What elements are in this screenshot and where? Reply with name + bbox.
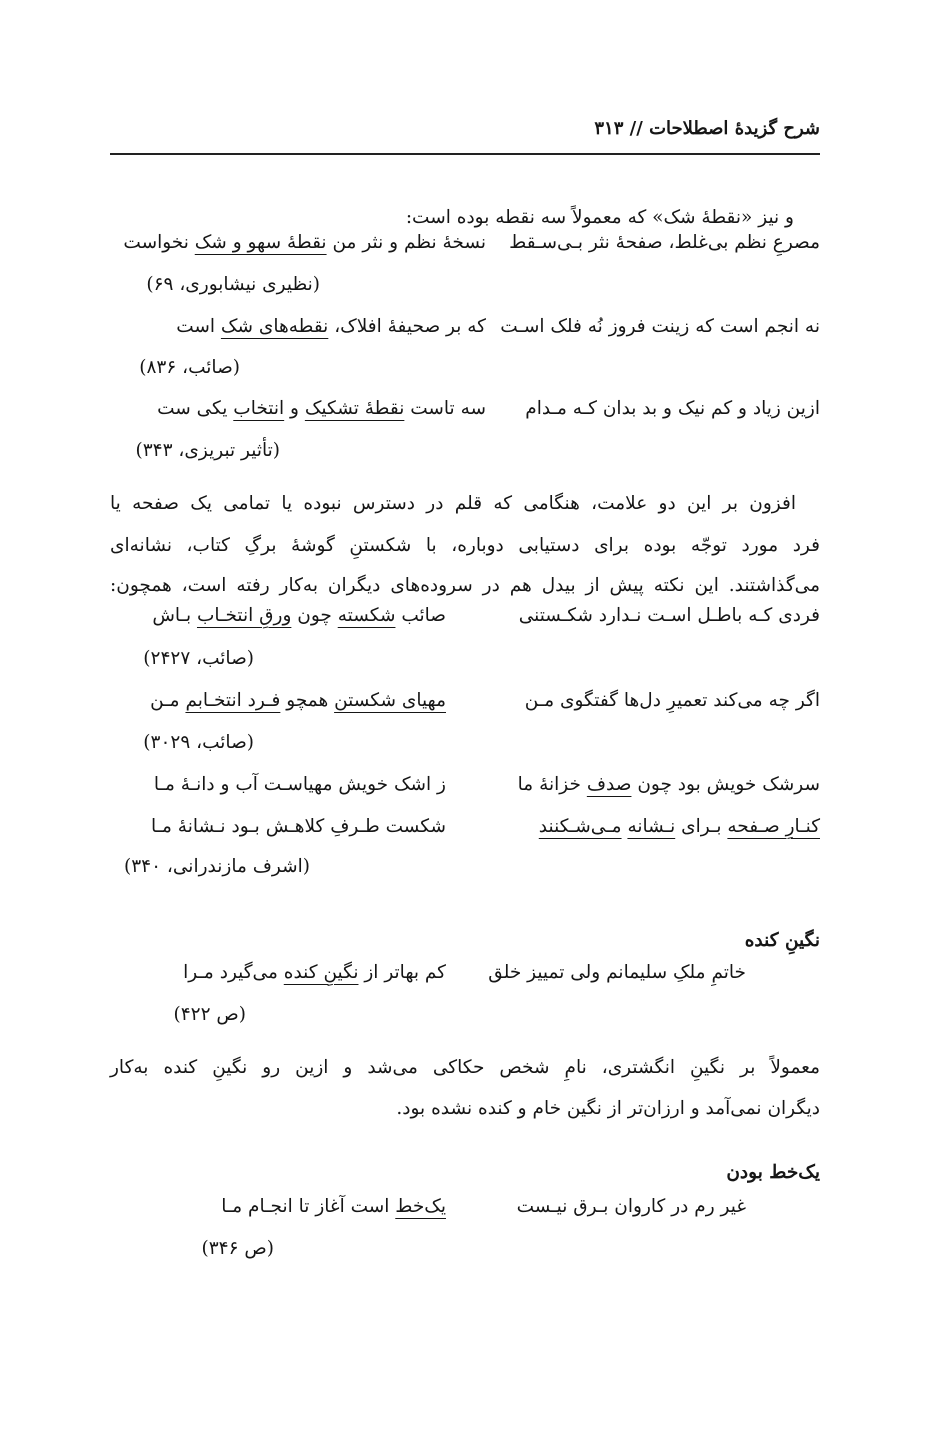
verse-6-hemistich-1: سرشک خویش بود چون صدف خزانهٔ ما	[517, 774, 820, 795]
verse-5-source: (صائب، ۳۰۲۹)	[143, 732, 254, 753]
section-heading-negin-kandeh: نگینِ کنده	[744, 930, 820, 951]
section1-source: (ص ۴۲۲)	[173, 1004, 246, 1025]
underlined-term: نقطهٔ سهو و شک	[194, 232, 327, 253]
verse-2-hemistich-1: نه انجم است که زینت فروز نُه فلک اسـت	[500, 316, 820, 337]
paragraph-line-2: فرد مورد توجّه بوده برای دستیابی دوباره، با شکستنِ گوشهٔ برگِ کتاب، نشانه‌ای	[110, 535, 820, 556]
underlined-term: انتخاب	[233, 398, 285, 419]
underlined-term: یک‌خط	[395, 1196, 446, 1217]
verse-7-hemistich-1: کنـارِ صـفحه بـرای نـشانه مـی‌شـکنند	[538, 816, 820, 837]
section2-source: (ص ۳۴۶)	[201, 1238, 274, 1259]
underlined-term: مهیای شکستن	[334, 690, 446, 711]
underlined-term: نگینِ کنده	[283, 962, 359, 983]
verse-1-hemistich-2: نسخهٔ نظم و نثر من نقطهٔ سهو و شک نخواست	[123, 232, 486, 253]
verse-4-hemistich-2: صائب شکسته چون ورقِ انتخـاب بـاش	[152, 605, 446, 626]
section1-hemistich-2: کم بهاتر از نگینِ کنده می‌گیرد مـرا	[183, 962, 446, 983]
underlined-term: نقطه‌های شک	[220, 316, 329, 337]
underlined-term: مـی‌شـکنند	[538, 816, 622, 837]
verse-3-hemistich-1: ازین زیاد و کم نیک و بد بدان کـه مـدام	[525, 398, 820, 419]
verse-3-source: (تأثیر تبریزی، ۳۴۳)	[135, 440, 280, 461]
underlined-term: نـشانه	[627, 816, 676, 837]
verse-1-source: (نظیری نیشابوری، ۶۹)	[146, 274, 320, 295]
section2-hemistich-2: یک‌خط است آغاز تا انجـام مـا	[221, 1196, 446, 1217]
intro-line: و نیز «نقطهٔ شک» که معمولاً سه نقطه بوده است:	[405, 207, 794, 228]
verse-2-hemistich-2: که بر صحیفهٔ افلاک، نقطه‌های شک است	[176, 316, 486, 337]
page-header	[110, 118, 820, 152]
verse-3-hemistich-2: سه تاست نقطهٔ تشکیک و انتخاب یکی ست	[157, 398, 486, 419]
verse-1-hemistich-1: مصرعِ نظم بی‌غلط، صفحهٔ نثر بـی‌سـقط	[509, 232, 820, 253]
underlined-term: شکسته	[337, 605, 396, 626]
underlined-term: ورقِ انتخـاب	[196, 605, 292, 626]
verse-5-hemistich-1: اگر چه می‌کند تعمیرِ دل‌ها گفتگوی مـن	[524, 690, 820, 711]
verse-7-hemistich-2: شکست طـرفِ کلاهـش بـود نـشانهٔ مـا	[150, 816, 446, 837]
paragraph-line-3: می‌گذاشتند. این نکته پیش از بیدل هم در سروده‌های دیگران به‌کار رفته است، همچون:	[110, 575, 820, 596]
verse-4-source: (صائب، ۲۴۲۷)	[143, 648, 254, 669]
section-heading-yek-khat-budan: یک‌خط بودن	[726, 1162, 820, 1183]
verse-2-source: (صائب، ۸۳۶)	[139, 357, 240, 378]
running-header-title: شرح گزیدهٔ اصطلاحات // ۳۱۳	[594, 118, 820, 139]
section1-paragraph-line-2: دیگران نمی‌آمد و ارزان‌تر از نگین خام و کنده نشده بود.	[396, 1098, 820, 1119]
verse-5-hemistich-2: مهیای شکستن همچو فـرد انتخـابم مـن	[150, 690, 446, 711]
underlined-term: کنـارِ صـفحه	[727, 816, 820, 837]
section1-hemistich-1: خاتمِ ملکِ سلیمانم ولی تمییز خلق	[488, 962, 746, 983]
verse-6-hemistich-2: ز اشک خویش مهیاسـت آب و دانـهٔ مـا	[153, 774, 446, 795]
section2-hemistich-1: غیر رم در کاروان بـرق نیـست	[516, 1196, 746, 1217]
section1-paragraph-line-1: معمولاً بر نگینِ انگشتری، نامِ شخص حکاکی می‌شد و ازین رو نگینِ کنده به‌کار	[110, 1057, 820, 1078]
underlined-term: نقطهٔ تشکیک	[304, 398, 405, 419]
underlined-term: فـرد انتخـابم	[185, 690, 281, 711]
underlined-term: صدف	[586, 774, 632, 795]
verse-4-hemistich-1: فردی کـه باطـل اسـت نـدارد شکـستنی	[518, 605, 820, 626]
header-rule	[110, 153, 820, 155]
verse-7-source: (اشرف مازندرانی، ۳۴۰)	[124, 856, 310, 877]
paragraph-line-1: افزون بر این دو علامت، هنگامی که قلم در دسترس نبوده یا تمامی یک صفحه یا	[110, 493, 796, 514]
